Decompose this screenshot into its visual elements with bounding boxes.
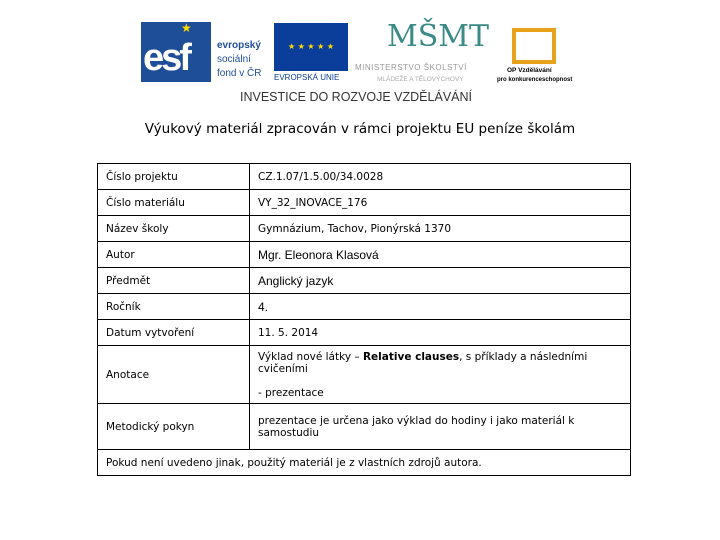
project-info-table [97, 163, 631, 476]
value: Anglický jazyk [250, 268, 631, 294]
star-icon: ★ [181, 21, 192, 35]
label: Název školy [98, 216, 250, 242]
bold-text: Relative clauses [362, 350, 460, 363]
eu-flag: ★ ★ ★ ★ ★ [274, 23, 348, 71]
label: Číslo materiálu [98, 190, 250, 216]
esf-text-1: evropský [217, 40, 261, 51]
msmt-logo [355, 19, 489, 83]
label: Číslo projektu [98, 164, 250, 190]
value: 4. [250, 294, 631, 320]
value: CZ.1.07/1.5.00/34.0028 [250, 164, 631, 190]
op-text-1: OP Vzdělávání [507, 67, 552, 74]
msmt-mark: MŠMT [387, 19, 489, 54]
msmt-text-2: MLÁDEŽE A TĚLOVÝCHOVY [377, 76, 464, 83]
value: prezentace je určena jako výklad do hodiny i jako materiál k samostudiu [250, 404, 631, 450]
label: Metodický pokyn [98, 404, 250, 450]
esf-text-2: sociální [217, 54, 251, 65]
msmt-text-1: MINISTERSTVO ŠKOLSTVÍ [355, 63, 467, 72]
value: VY_32_INOVACE_176 [250, 190, 631, 216]
page-title: Výukový materiál zpracován v rámci projektu EU peníze školám [144, 121, 576, 137]
label: Anotace [98, 346, 250, 404]
banner-text: INVESTICE DO ROZVOJE VZDĚLÁVÁNÍ [240, 90, 472, 104]
esf-text-3: fond v ČR [217, 68, 262, 79]
label: Autor [98, 242, 250, 268]
text: Výklad nové látky – [258, 350, 363, 363]
esf-mark: esf [143, 37, 189, 79]
esf-logo [141, 22, 271, 82]
footer-note: Pokud není uvedeno jinak, použitý materiál je z vlastních zdrojů autora. [98, 450, 631, 476]
eu-text: EVROPSKÁ UNIE [274, 73, 340, 82]
label: Datum vytvoření [98, 320, 250, 346]
text: , s příklady a následními cvičeními [258, 350, 588, 375]
eu-logo [274, 23, 348, 85]
value: Mgr. Eleonora Klasová [250, 242, 631, 268]
op-mark-icon [512, 28, 556, 64]
op-logo [497, 22, 577, 84]
label: Předmět [98, 268, 250, 294]
value: Gymnázium, Tachov, Pionýrská 1370 [250, 216, 631, 242]
text: - prezentace [258, 386, 324, 399]
op-text-2: pro konkurenceschopnost [497, 77, 573, 83]
label: Ročník [98, 294, 250, 320]
value: 11. 5. 2014 [250, 320, 631, 346]
anotace-value [250, 346, 631, 404]
